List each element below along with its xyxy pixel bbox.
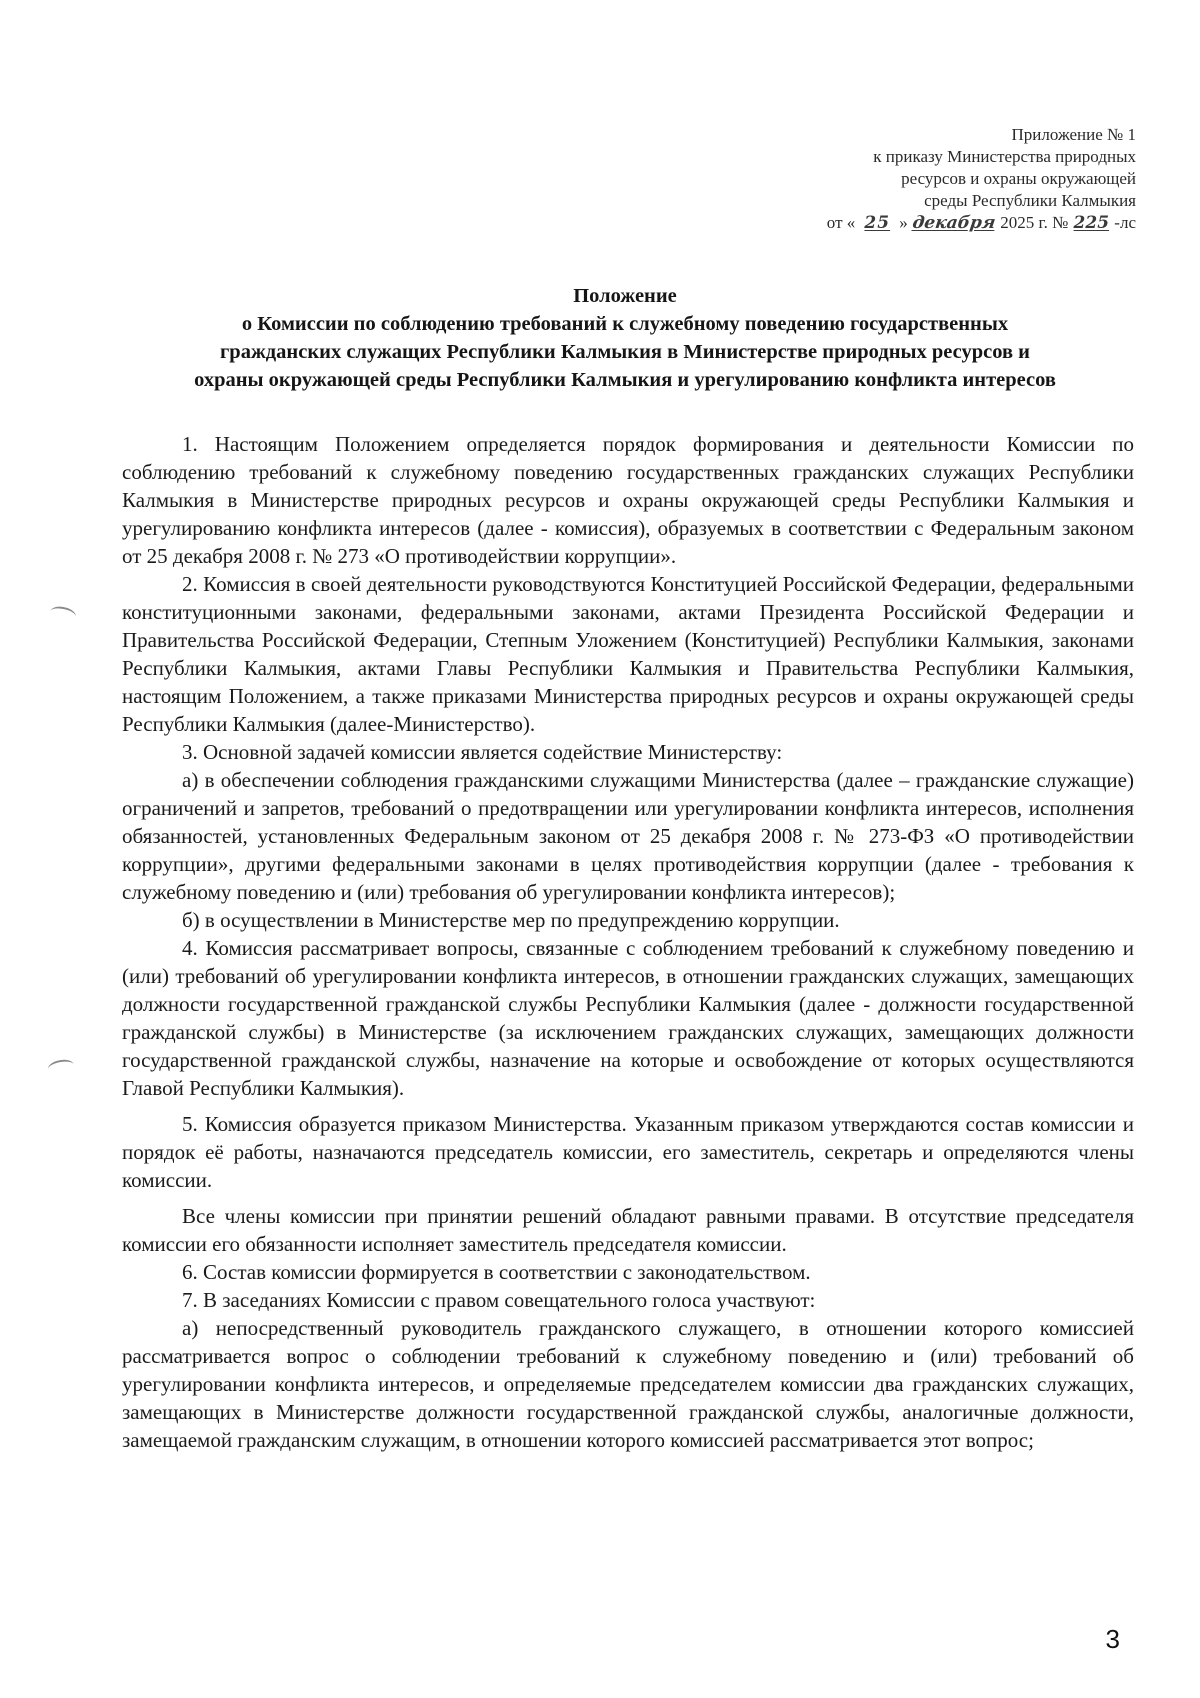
annex-date-line [827, 212, 1136, 234]
punch-hole-mark [47, 1058, 75, 1076]
handwritten-day: 25 [864, 213, 891, 233]
handwritten-month: декабря [911, 213, 997, 233]
document-title [110, 282, 1140, 394]
paragraph-3b: б) в осуществлении в Министерстве мер по предупреждению коррупции. [182, 908, 840, 932]
title-line: о Комиссии по соблюдению требований к служебному поведению государственных [241, 313, 1009, 335]
title-line: гражданских служащих Республики Калмыкия в Министерстве природных ресурсов и [219, 341, 1030, 363]
annex-line: ресурсов и охраны окружающей [901, 169, 1136, 188]
year-text: 2025 г. № [1000, 213, 1069, 232]
paragraph-5: 5. Комиссия образуется приказом Министерства. Указанным приказом утверждаются состав комиссии и порядок её работы, назначаются председатель комиссии, его заместитель, секретарь и определяются члены комиссии. [122, 1112, 1134, 1192]
paragraph-7: 7. В заседаниях Комиссии с правом совещательного голоса участвуют: [182, 1288, 816, 1312]
date-close: » [899, 213, 908, 232]
date-prefix: от « [826, 213, 856, 232]
paragraph-6: 6. Состав комиссии формируется в соответствии с законодательством. [182, 1260, 811, 1284]
annex-line: к приказу Министерства природных [873, 147, 1136, 166]
annex-line: Приложение № 1 [1011, 125, 1136, 144]
annex-header [827, 124, 1136, 234]
handwritten-order-number: 225 [1073, 213, 1110, 233]
order-suffix: -лс [1114, 213, 1136, 232]
page-number: 3 [1105, 1624, 1120, 1654]
paragraph-1: 1. Настоящим Положением определяется порядок формирования и деятельности Комиссии по соблюдению требований к служебному поведению государственных гражданских служащих Республики Калмыкия в Министерстве природных ресурсов и охраны окружающей среды Республики Калмыкия и урегулированию конфликта интересов (далее - комиссия), образуемых в соответствии с Федеральным законом от 25 декабря 2008 г. № 273 «О противодействии коррупции». [122, 432, 1134, 568]
paragraph-4: 4. Комиссия рассматривает вопросы, связанные с соблюдением требований к служебному поведению и (или) требований об урегулировании конфликта интересов, в отношении гражданских служащих, замещающих должности государственной гражданской службы Республики Калмыкия (далее - должности государственной гражданской службы) в Министерстве (за исключением гражданских служащих, замещающих должности государственной гражданской службы, назначение на которые и освобождение от которых осуществляются Главой Республики Калмыкия). [122, 936, 1134, 1100]
annex-line: среды Республики Калмыкия [924, 191, 1136, 210]
document-body [122, 430, 1134, 1454]
paragraph-2: 2. Комиссия в своей деятельности руководствуются Конституцией Российской Федерации, федеральными конституционными законами, федеральными законами, актами Президента Российской Федерации и Правительства Российской Федерации, Степным Уложением (Конституцией) Республики Калмыкия, законами Республики Калмыкия, актами Главы Республики Калмыкия и Правительства Республики Калмыкия, настоящим Положением, а также приказами Министерства природных ресурсов и охраны окружающей среды Республики Калмыкия (далее-Министерство). [122, 572, 1134, 736]
title-heading: Положение [573, 285, 677, 307]
paragraph-5-cont: Все члены комиссии при принятии решений обладают равными правами. В отсутствие председателя комиссии его обязанности исполняет заместитель председателя комиссии. [122, 1204, 1134, 1256]
paragraph-3a: а) в обеспечении соблюдения гражданскими служащими Министерства (далее – гражданские служащие) ограничений и запретов, требований о предотвращении или урегулировании конфликта интересов, исполнения обязанностей, установленных Федеральным законом от 25 декабря 2008 г. № 273-ФЗ «О противодействии коррупции», другими федеральными законами в целях противодействия коррупции (далее - требования к служебному поведению и (или) требования об урегулировании конфликта интересов); [122, 768, 1134, 904]
punch-hole-mark [49, 604, 77, 623]
title-line: охраны окружающей среды Республики Калмыкия и урегулированию конфликта интересов [194, 369, 1056, 391]
paragraph-7a: а) непосредственный руководитель гражданского служащего, в отношении которого комиссией рассматривается вопрос о соблюдении требований к служебному поведению и (или) требований об урегулировании конфликта интересов, и определяемые председателем комиссии два гражданских служащих, замещающих в Министерстве должности государственной гражданской службы, аналогичные должности, замещаемой гражданским служащим, в отношении которого комиссией рассматривается этот вопрос; [122, 1316, 1134, 1452]
paragraph-3: 3. Основной задачей комиссии является содействие Министерству: [182, 740, 783, 764]
